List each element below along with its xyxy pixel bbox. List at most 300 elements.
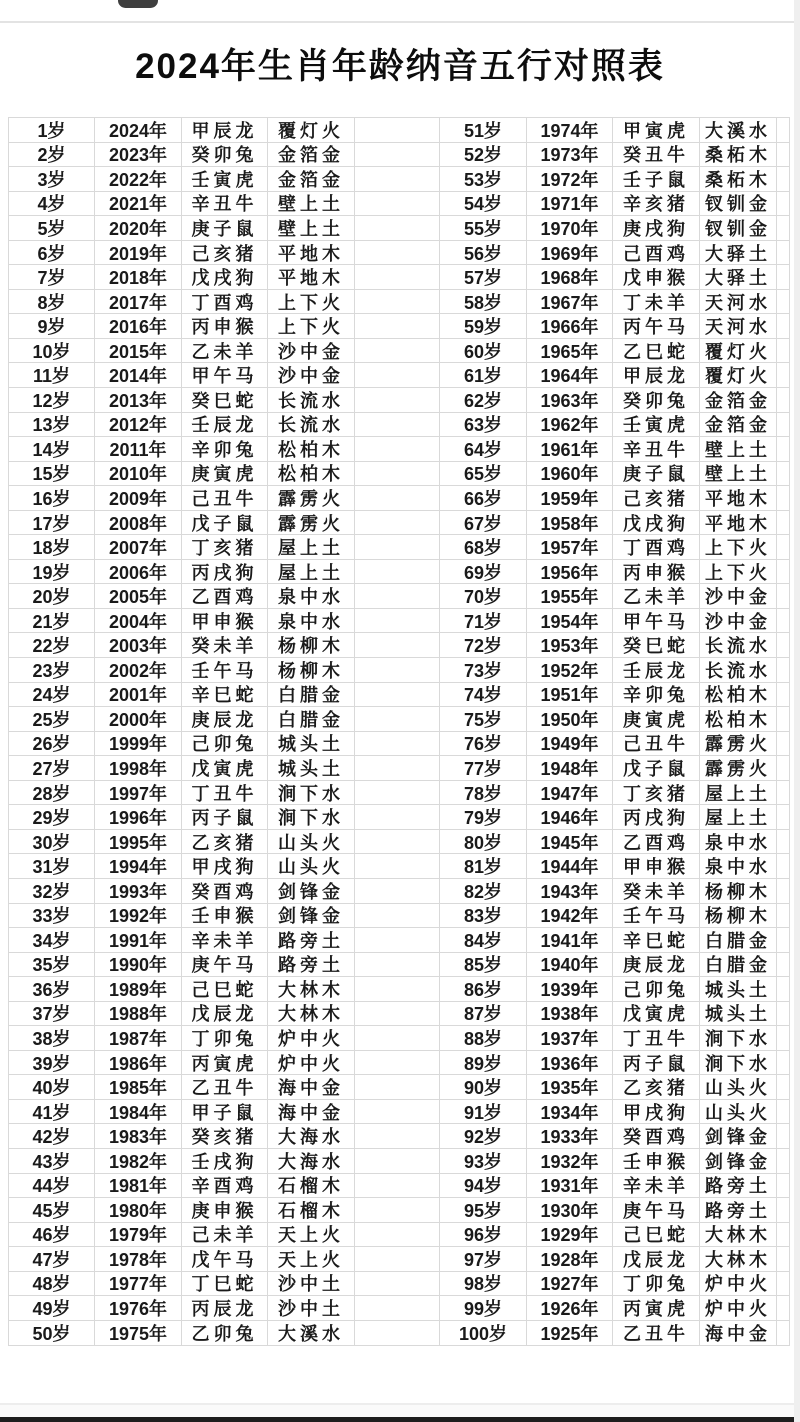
nayin-cell: 路旁土 xyxy=(700,1198,777,1222)
age-cell: 33岁 xyxy=(9,904,95,928)
nayin-cell: 壁上土 xyxy=(268,216,355,240)
zodiac-cell: 丙子鼠 xyxy=(613,1051,700,1075)
nayin-cell: 金箔金 xyxy=(268,167,355,191)
age-cell: 22岁 xyxy=(9,633,95,657)
year-cell: 1966年 xyxy=(527,314,613,338)
spacer-cell xyxy=(355,609,440,633)
zodiac-cell: 戊寅虎 xyxy=(182,756,268,780)
nayin-cell: 天上火 xyxy=(268,1247,355,1271)
edge-cell xyxy=(777,609,789,633)
zodiac-cell: 丙寅虎 xyxy=(613,1296,700,1320)
year-cell: 1925年 xyxy=(527,1321,613,1346)
table-row xyxy=(9,904,789,929)
year-cell: 1926年 xyxy=(527,1296,613,1320)
year-cell: 1939年 xyxy=(527,977,613,1001)
nayin-cell: 路旁土 xyxy=(268,928,355,952)
year-cell: 2022年 xyxy=(95,167,182,191)
year-cell: 1970年 xyxy=(527,216,613,240)
year-cell: 1950年 xyxy=(527,707,613,731)
edge-cell xyxy=(777,1149,789,1173)
edge-cell xyxy=(777,560,789,584)
year-cell: 1980年 xyxy=(95,1198,182,1222)
spacer-cell xyxy=(355,633,440,657)
age-cell: 27岁 xyxy=(9,756,95,780)
bottom-band xyxy=(0,1405,800,1417)
right-edge-strip xyxy=(794,0,800,1422)
edge-cell xyxy=(777,192,789,216)
nayin-cell: 大林木 xyxy=(700,1223,777,1247)
nayin-cell: 覆灯火 xyxy=(268,118,355,142)
age-cell: 7岁 xyxy=(9,265,95,289)
spacer-cell xyxy=(355,486,440,510)
edge-cell xyxy=(777,805,789,829)
zodiac-cell: 辛未羊 xyxy=(182,928,268,952)
spacer-cell xyxy=(355,904,440,928)
nayin-cell: 涧下水 xyxy=(268,781,355,805)
edge-cell xyxy=(777,511,789,535)
zodiac-cell: 甲申猴 xyxy=(613,854,700,878)
zodiac-cell: 甲寅虎 xyxy=(613,118,700,142)
edge-cell xyxy=(777,1247,789,1271)
bottom-bar xyxy=(0,1417,800,1422)
year-cell: 1957年 xyxy=(527,535,613,559)
zodiac-cell: 壬戌狗 xyxy=(182,1149,268,1173)
age-cell: 40岁 xyxy=(9,1075,95,1099)
zodiac-cell: 乙巳蛇 xyxy=(613,339,700,363)
age-cell: 67岁 xyxy=(440,511,527,535)
year-cell: 2012年 xyxy=(95,413,182,437)
year-cell: 1958年 xyxy=(527,511,613,535)
nayin-cell: 桑柘木 xyxy=(700,143,777,167)
year-cell: 1982年 xyxy=(95,1149,182,1173)
nayin-cell: 剑锋金 xyxy=(700,1149,777,1173)
zodiac-cell: 癸亥猪 xyxy=(182,1124,268,1148)
year-cell: 1964年 xyxy=(527,363,613,387)
year-cell: 1999年 xyxy=(95,732,182,756)
nayin-cell: 上下火 xyxy=(268,314,355,338)
nayin-cell: 沙中金 xyxy=(268,339,355,363)
zodiac-cell: 丁巳蛇 xyxy=(182,1272,268,1296)
year-cell: 2000年 xyxy=(95,707,182,731)
nayin-cell: 大驿土 xyxy=(700,265,777,289)
age-cell: 89岁 xyxy=(440,1051,527,1075)
zodiac-cell: 甲午马 xyxy=(182,363,268,387)
year-cell: 2006年 xyxy=(95,560,182,584)
age-cell: 4岁 xyxy=(9,192,95,216)
nayin-cell: 长流水 xyxy=(700,658,777,682)
age-cell: 13岁 xyxy=(9,413,95,437)
top-divider xyxy=(0,21,800,23)
table-row xyxy=(9,683,789,708)
nayin-cell: 霹雳火 xyxy=(700,756,777,780)
spacer-cell xyxy=(355,118,440,142)
table-row xyxy=(9,879,789,904)
year-cell: 1981年 xyxy=(95,1174,182,1198)
nayin-cell: 壁上土 xyxy=(700,462,777,486)
spacer-cell xyxy=(355,143,440,167)
age-cell: 85岁 xyxy=(440,953,527,977)
table-row xyxy=(9,830,789,855)
spacer-cell xyxy=(355,1051,440,1075)
spacer-cell xyxy=(355,1100,440,1124)
edge-cell xyxy=(777,1198,789,1222)
zodiac-cell: 戊辰龙 xyxy=(613,1247,700,1271)
age-cell: 28岁 xyxy=(9,781,95,805)
nayin-cell: 松柏木 xyxy=(700,707,777,731)
nayin-cell: 大林木 xyxy=(268,977,355,1001)
zodiac-cell: 己巳蛇 xyxy=(613,1223,700,1247)
year-cell: 1983年 xyxy=(95,1124,182,1148)
edge-cell xyxy=(777,437,789,461)
table-row xyxy=(9,339,789,364)
year-cell: 1947年 xyxy=(527,781,613,805)
nayin-cell: 炉中火 xyxy=(268,1051,355,1075)
nayin-cell: 山头火 xyxy=(700,1075,777,1099)
edge-cell xyxy=(777,167,789,191)
year-cell: 2024年 xyxy=(95,118,182,142)
nayin-cell: 白腊金 xyxy=(700,928,777,952)
age-cell: 47岁 xyxy=(9,1247,95,1271)
edge-cell xyxy=(777,535,789,559)
edge-cell xyxy=(777,1051,789,1075)
nayin-cell: 杨柳木 xyxy=(268,633,355,657)
nayin-cell: 屋上土 xyxy=(268,560,355,584)
year-cell: 1985年 xyxy=(95,1075,182,1099)
age-cell: 37岁 xyxy=(9,1002,95,1026)
year-cell: 1949年 xyxy=(527,732,613,756)
zodiac-cell: 庚申猴 xyxy=(182,1198,268,1222)
year-cell: 1992年 xyxy=(95,904,182,928)
year-cell: 1971年 xyxy=(527,192,613,216)
age-cell: 19岁 xyxy=(9,560,95,584)
age-cell: 39岁 xyxy=(9,1051,95,1075)
table-row xyxy=(9,609,789,634)
age-cell: 54岁 xyxy=(440,192,527,216)
edge-cell xyxy=(777,1296,789,1320)
nayin-cell: 天河水 xyxy=(700,314,777,338)
zodiac-cell: 丁亥猪 xyxy=(182,535,268,559)
zodiac-cell: 丁卯兔 xyxy=(613,1272,700,1296)
year-cell: 1978年 xyxy=(95,1247,182,1271)
zodiac-cell: 庚戌狗 xyxy=(613,216,700,240)
zodiac-cell: 辛未羊 xyxy=(613,1174,700,1198)
age-cell: 82岁 xyxy=(440,879,527,903)
edge-cell xyxy=(777,339,789,363)
year-cell: 2020年 xyxy=(95,216,182,240)
year-cell: 2018年 xyxy=(95,265,182,289)
edge-cell xyxy=(777,118,789,142)
year-cell: 1932年 xyxy=(527,1149,613,1173)
year-cell: 1931年 xyxy=(527,1174,613,1198)
zodiac-cell: 己卯兔 xyxy=(613,977,700,1001)
spacer-cell xyxy=(355,781,440,805)
nayin-cell: 大驿土 xyxy=(700,241,777,265)
age-cell: 46岁 xyxy=(9,1223,95,1247)
table-row xyxy=(9,1174,789,1199)
spacer-cell xyxy=(355,756,440,780)
nayin-cell: 山头火 xyxy=(268,854,355,878)
year-cell: 1986年 xyxy=(95,1051,182,1075)
table-row xyxy=(9,1100,789,1125)
nayin-cell: 大海水 xyxy=(268,1149,355,1173)
age-cell: 26岁 xyxy=(9,732,95,756)
zodiac-cell: 戊子鼠 xyxy=(613,756,700,780)
nayin-cell: 大林木 xyxy=(700,1247,777,1271)
edge-cell xyxy=(777,1002,789,1026)
age-cell: 14岁 xyxy=(9,437,95,461)
nayin-cell: 长流水 xyxy=(268,388,355,412)
nayin-cell: 壁上土 xyxy=(268,192,355,216)
nayin-cell: 松柏木 xyxy=(268,462,355,486)
zodiac-cell: 乙亥猪 xyxy=(613,1075,700,1099)
age-cell: 65岁 xyxy=(440,462,527,486)
table-row xyxy=(9,781,789,806)
zodiac-cell: 己卯兔 xyxy=(182,732,268,756)
edge-cell xyxy=(777,413,789,437)
zodiac-cell: 丙午马 xyxy=(613,314,700,338)
spacer-cell xyxy=(355,314,440,338)
nayin-cell: 壁上土 xyxy=(700,437,777,461)
nayin-cell: 杨柳木 xyxy=(268,658,355,682)
table-row xyxy=(9,241,789,266)
edge-cell xyxy=(777,584,789,608)
age-cell: 96岁 xyxy=(440,1223,527,1247)
age-cell: 59岁 xyxy=(440,314,527,338)
zodiac-cell: 己未羊 xyxy=(182,1223,268,1247)
nayin-cell: 平地木 xyxy=(700,486,777,510)
spacer-cell xyxy=(355,658,440,682)
zodiac-cell: 庚午马 xyxy=(613,1198,700,1222)
zodiac-cell: 丁丑牛 xyxy=(613,1026,700,1050)
nayin-cell: 大林木 xyxy=(268,1002,355,1026)
spacer-cell xyxy=(355,707,440,731)
year-cell: 1963年 xyxy=(527,388,613,412)
edge-cell xyxy=(777,216,789,240)
age-cell: 25岁 xyxy=(9,707,95,731)
table-row xyxy=(9,1321,789,1346)
edge-cell xyxy=(777,928,789,952)
zodiac-cell: 辛巳蛇 xyxy=(613,928,700,952)
spacer-cell xyxy=(355,511,440,535)
table-row xyxy=(9,584,789,609)
edge-cell xyxy=(777,1174,789,1198)
nayin-cell: 平地木 xyxy=(700,511,777,535)
edge-cell xyxy=(777,1100,789,1124)
age-cell: 9岁 xyxy=(9,314,95,338)
zodiac-cell: 壬申猴 xyxy=(613,1149,700,1173)
year-cell: 2013年 xyxy=(95,388,182,412)
zodiac-cell: 丙戌狗 xyxy=(182,560,268,584)
age-cell: 77岁 xyxy=(440,756,527,780)
nayin-cell: 路旁土 xyxy=(700,1174,777,1198)
nayin-cell: 长流水 xyxy=(268,413,355,437)
spacer-cell xyxy=(355,1149,440,1173)
age-cell: 42岁 xyxy=(9,1124,95,1148)
year-cell: 2016年 xyxy=(95,314,182,338)
spacer-cell xyxy=(355,732,440,756)
nayin-cell: 白腊金 xyxy=(268,707,355,731)
age-cell: 49岁 xyxy=(9,1296,95,1320)
spacer-cell xyxy=(355,1272,440,1296)
age-cell: 2岁 xyxy=(9,143,95,167)
nayin-cell: 城头土 xyxy=(700,1002,777,1026)
zodiac-cell: 乙酉鸡 xyxy=(613,830,700,854)
spacer-cell xyxy=(355,241,440,265)
zodiac-cell: 辛丑牛 xyxy=(182,192,268,216)
spacer-cell xyxy=(355,290,440,314)
zodiac-cell: 癸卯兔 xyxy=(182,143,268,167)
zodiac-cell: 壬子鼠 xyxy=(613,167,700,191)
zodiac-cell: 庚寅虎 xyxy=(613,707,700,731)
table-row xyxy=(9,560,789,585)
zodiac-cell: 戊申猴 xyxy=(613,265,700,289)
zodiac-cell: 辛丑牛 xyxy=(613,437,700,461)
table-row xyxy=(9,658,789,683)
year-cell: 2004年 xyxy=(95,609,182,633)
year-cell: 1977年 xyxy=(95,1272,182,1296)
year-cell: 2021年 xyxy=(95,192,182,216)
zodiac-cell: 庚寅虎 xyxy=(182,462,268,486)
year-cell: 2015年 xyxy=(95,339,182,363)
year-cell: 1945年 xyxy=(527,830,613,854)
nayin-cell: 剑锋金 xyxy=(700,1124,777,1148)
spacer-cell xyxy=(355,560,440,584)
page-title: 2024年生肖年龄纳音五行对照表 xyxy=(135,47,665,86)
age-cell: 95岁 xyxy=(440,1198,527,1222)
zodiac-cell: 癸卯兔 xyxy=(613,388,700,412)
year-cell: 1937年 xyxy=(527,1026,613,1050)
year-cell: 1959年 xyxy=(527,486,613,510)
age-cell: 55岁 xyxy=(440,216,527,240)
zodiac-cell: 癸酉鸡 xyxy=(182,879,268,903)
year-cell: 2023年 xyxy=(95,143,182,167)
zodiac-cell: 丙辰龙 xyxy=(182,1296,268,1320)
table-row xyxy=(9,707,789,732)
zodiac-cell: 壬辰龙 xyxy=(613,658,700,682)
edge-cell xyxy=(777,904,789,928)
spacer-cell xyxy=(355,192,440,216)
nayin-cell: 白腊金 xyxy=(268,683,355,707)
year-cell: 1935年 xyxy=(527,1075,613,1099)
year-cell: 2009年 xyxy=(95,486,182,510)
year-cell: 2001年 xyxy=(95,683,182,707)
age-cell: 29岁 xyxy=(9,805,95,829)
age-cell: 1岁 xyxy=(9,118,95,142)
year-cell: 1960年 xyxy=(527,462,613,486)
table-row xyxy=(9,854,789,879)
year-cell: 1995年 xyxy=(95,830,182,854)
spacer-cell xyxy=(355,535,440,559)
year-cell: 1996年 xyxy=(95,805,182,829)
spacer-cell xyxy=(355,1002,440,1026)
spacer-cell xyxy=(355,1296,440,1320)
nayin-cell: 海中金 xyxy=(268,1100,355,1124)
nayin-cell: 山头火 xyxy=(700,1100,777,1124)
spacer-cell xyxy=(355,1247,440,1271)
spacer-cell xyxy=(355,1075,440,1099)
table-row xyxy=(9,167,789,192)
zodiac-cell: 乙未羊 xyxy=(182,339,268,363)
edge-cell xyxy=(777,854,789,878)
nayin-cell: 沙中土 xyxy=(268,1296,355,1320)
nayin-cell: 白腊金 xyxy=(700,953,777,977)
age-cell: 3岁 xyxy=(9,167,95,191)
zodiac-cell: 癸未羊 xyxy=(613,879,700,903)
age-cell: 41岁 xyxy=(9,1100,95,1124)
age-cell: 18岁 xyxy=(9,535,95,559)
age-cell: 16岁 xyxy=(9,486,95,510)
zodiac-cell: 癸酉鸡 xyxy=(613,1124,700,1148)
zodiac-cell: 辛巳蛇 xyxy=(182,683,268,707)
nayin-cell: 金箔金 xyxy=(700,388,777,412)
spacer-cell xyxy=(355,928,440,952)
nayin-cell: 杨柳木 xyxy=(700,879,777,903)
nayin-cell: 大溪水 xyxy=(268,1321,355,1346)
spacer-cell xyxy=(355,953,440,977)
nayin-cell: 涧下水 xyxy=(268,805,355,829)
table-row xyxy=(9,953,789,978)
spacer-cell xyxy=(355,265,440,289)
table-row xyxy=(9,413,789,438)
zodiac-cell: 庚子鼠 xyxy=(182,216,268,240)
spacer-cell xyxy=(355,462,440,486)
age-cell: 86岁 xyxy=(440,977,527,1001)
year-cell: 1998年 xyxy=(95,756,182,780)
year-cell: 1976年 xyxy=(95,1296,182,1320)
year-cell: 1933年 xyxy=(527,1124,613,1148)
nayin-cell: 松柏木 xyxy=(700,683,777,707)
edge-cell xyxy=(777,486,789,510)
table-row xyxy=(9,143,789,168)
age-cell: 78岁 xyxy=(440,781,527,805)
year-cell: 2008年 xyxy=(95,511,182,535)
zodiac-cell: 乙丑牛 xyxy=(182,1075,268,1099)
zodiac-cell: 丁酉鸡 xyxy=(182,290,268,314)
zodiac-cell: 己丑牛 xyxy=(182,486,268,510)
table-row xyxy=(9,1272,789,1297)
age-cell: 75岁 xyxy=(440,707,527,731)
nayin-cell: 金箔金 xyxy=(700,413,777,437)
table-row xyxy=(9,928,789,953)
zodiac-cell: 乙酉鸡 xyxy=(182,584,268,608)
zodiac-cell: 戊辰龙 xyxy=(182,1002,268,1026)
zodiac-cell: 癸未羊 xyxy=(182,633,268,657)
zodiac-cell: 丙子鼠 xyxy=(182,805,268,829)
age-cell: 6岁 xyxy=(9,241,95,265)
nayin-cell: 钗钏金 xyxy=(700,192,777,216)
year-cell: 1979年 xyxy=(95,1223,182,1247)
nayin-cell: 剑锋金 xyxy=(268,879,355,903)
spacer-cell xyxy=(355,1026,440,1050)
zodiac-cell: 甲午马 xyxy=(613,609,700,633)
zodiac-cell: 丁丑牛 xyxy=(182,781,268,805)
nayin-cell: 屋上土 xyxy=(700,781,777,805)
year-cell: 1954年 xyxy=(527,609,613,633)
nayin-cell: 屋上土 xyxy=(268,535,355,559)
edge-cell xyxy=(777,658,789,682)
table-row xyxy=(9,511,789,536)
zodiac-cell: 癸巳蛇 xyxy=(613,633,700,657)
year-cell: 1941年 xyxy=(527,928,613,952)
spacer-cell xyxy=(355,805,440,829)
spacer-cell xyxy=(355,1321,440,1346)
year-cell: 1987年 xyxy=(95,1026,182,1050)
nayin-cell: 屋上土 xyxy=(700,805,777,829)
nayin-cell: 石榴木 xyxy=(268,1198,355,1222)
zodiac-cell: 壬寅虎 xyxy=(182,167,268,191)
year-cell: 2011年 xyxy=(95,437,182,461)
age-cell: 30岁 xyxy=(9,830,95,854)
